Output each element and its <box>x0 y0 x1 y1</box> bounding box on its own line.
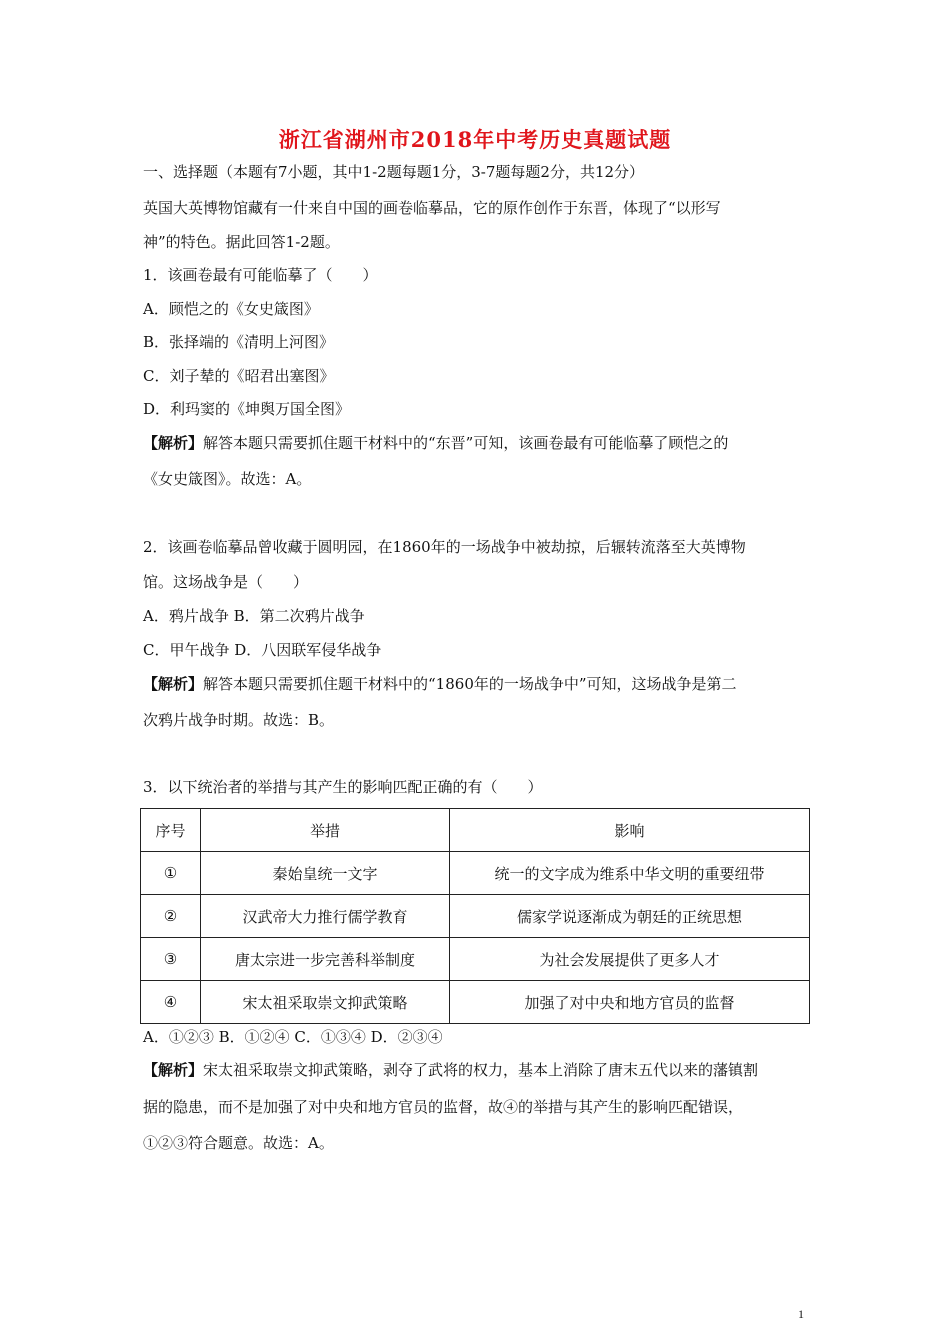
q2-analysis-line-2: 次鸦片战争时期。故选：B。 <box>143 711 335 729</box>
table-header-cell: 序号 <box>141 809 201 852</box>
intro-line-2: 神”的特色。据此回答1-2题。 <box>143 233 340 251</box>
table-cell: ② <box>141 895 201 938</box>
table-header-row <box>141 809 810 852</box>
q3-analysis-line-1 <box>143 1060 758 1080</box>
q2-options-line-1: A．鸦片战争 B．第二次鸦片战争 <box>143 607 365 625</box>
table-cell: 儒家学说逐渐成为朝廷的正统思想 <box>450 895 810 938</box>
q2-analysis-line-1 <box>143 674 737 694</box>
table-cell: 加强了对中央和地方官员的监督 <box>450 981 810 1024</box>
q3-analysis-line-2: 据的隐患，而不是加强了对中央和地方官员的监督，故④的举措与其产生的影响匹配错误， <box>143 1098 744 1116</box>
table-cell: ③ <box>141 938 201 981</box>
intro-line-1: 英国大英博物馆藏有一什来自中国的画卷临摹品，它的原作创作于东晋，体现了“以形写 <box>143 199 721 217</box>
q3-table <box>140 808 810 1024</box>
q2-stem-line-1: 2．该画卷临摹品曾收藏于圆明园，在1860年的一场战争中被劫掠，后辗转流落至大英博物 <box>143 538 746 556</box>
table-cell: ④ <box>141 981 201 1024</box>
table-cell: 统一的文字成为维系中华文明的重要纽带 <box>450 852 810 895</box>
table-row <box>141 895 810 938</box>
table-header-cell: 举措 <box>201 809 450 852</box>
q1-analysis-line-2: 《女史箴图》。故选：A。 <box>143 470 312 488</box>
q2-options-line-2: C．甲午战争 D．八因联军侵华战争 <box>143 641 382 659</box>
analysis-text: 解答本题只需要抓住题干材料中的“1860年的一场战争中”可知，这场战争是第二 <box>203 675 737 693</box>
q1-option-b: B．张择端的《清明上河图》 <box>143 333 335 351</box>
table-row <box>141 981 810 1024</box>
table-cell: 唐太宗进一步完善科举制度 <box>201 938 450 981</box>
q1-option-c: C．刘子辇的《昭君出塞图》 <box>143 367 335 385</box>
analysis-text: 解答本题只需要抓住题干材料中的“东晋”可知，该画卷最有可能临摹了顾恺之的 <box>203 434 729 452</box>
q1-stem: 1．该画卷最有可能临摹了（ ） <box>143 266 378 284</box>
q1-option-d: D．利玛窦的《坤舆万国全图》 <box>143 400 351 418</box>
analysis-tag: 【解析】 <box>143 675 204 693</box>
analysis-tag: 【解析】 <box>143 1061 204 1079</box>
q3-options: A．①②③ B．①②④ C．①③④ D．②③④ <box>143 1028 443 1046</box>
section-heading: 一、选择题（本题有7小题，其中1-2题每题1分，3-7题每题2分，共12分） <box>143 163 645 181</box>
table-cell: ① <box>141 852 201 895</box>
q3-analysis-line-3: ①②③符合题意。故选：A。 <box>143 1134 334 1152</box>
q3-stem: 3．以下统治者的举措与其产生的影响匹配正确的有（ ） <box>143 778 543 796</box>
table-row <box>141 938 810 981</box>
analysis-text: 宋太祖采取崇文抑武策略，剥夺了武将的权力，基本上消除了唐末五代以来的藩镇割 <box>203 1061 759 1079</box>
document-title: 浙江省湖州市2018年中考历史真题试题 <box>278 127 672 152</box>
page-number: 1 <box>798 1307 804 1321</box>
table-cell: 秦始皇统一文字 <box>201 852 450 895</box>
table-cell: 汉武帝大力推行儒学教育 <box>201 895 450 938</box>
analysis-tag: 【解析】 <box>143 434 204 452</box>
q1-option-a: A．顾恺之的《女史箴图》 <box>143 300 319 318</box>
table-cell: 为社会发展提供了更多人才 <box>450 938 810 981</box>
table-cell: 宋太祖采取崇文抑武策略 <box>201 981 450 1024</box>
table-header-cell: 影响 <box>450 809 810 852</box>
q2-stem-line-2: 馆。这场战争是（ ） <box>143 573 309 591</box>
q1-analysis-line-1 <box>143 433 728 453</box>
table-row <box>141 852 810 895</box>
